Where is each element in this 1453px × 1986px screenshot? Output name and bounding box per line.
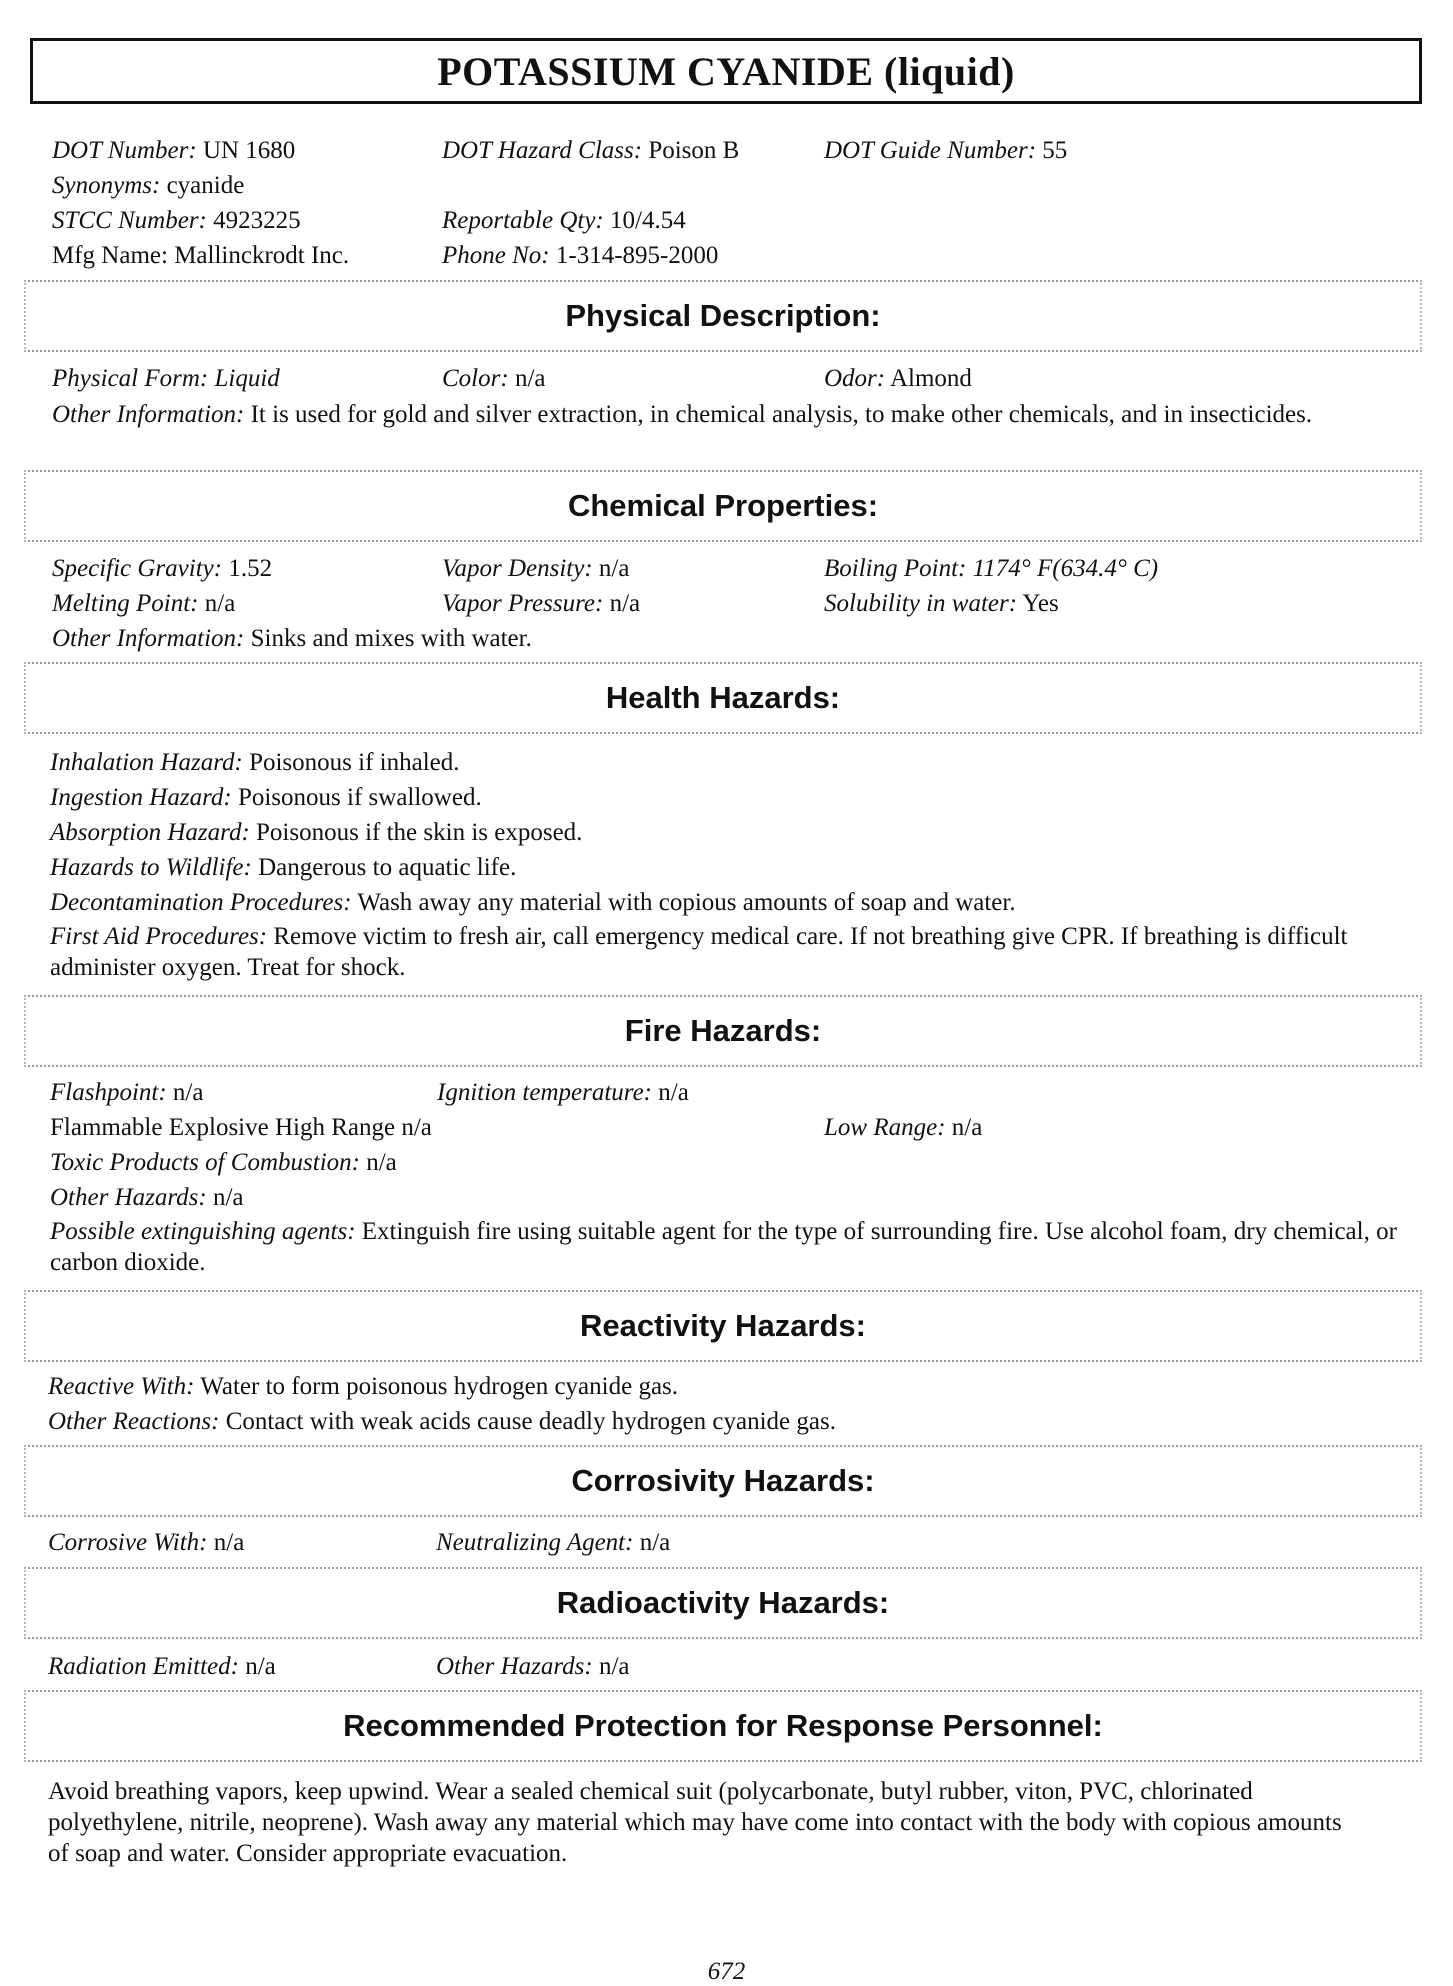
phone-number: Phone No: 1-314-895-2000 <box>442 242 719 269</box>
extinguishing-agents: Possible extinguishing agents: Extinguish fire using suitable agent for the type of surrounding fire. Use alcohol foam, dry chemical, or carbon dioxide. <box>50 1218 1397 1276</box>
section-band-health <box>24 662 1422 734</box>
title-box <box>30 38 1422 104</box>
section-heading-radioactivity: Radioactivity Hazards: <box>556 1585 890 1620</box>
section-heading-reactivity: Reactivity Hazards: <box>579 1308 866 1343</box>
section-heading-physical: Physical Description: <box>565 298 881 333</box>
dot-hazard-class: DOT Hazard Class: Poison B <box>442 137 740 164</box>
page-number: 672 <box>707 1958 746 1985</box>
dot-guide-number: DOT Guide Number: 55 <box>824 137 1068 164</box>
color: Color: n/a <box>442 365 546 392</box>
high-range: Flammable Explosive High Range n/a <box>50 1114 432 1141</box>
stcc-number: STCC Number: 4923225 <box>52 207 301 234</box>
dot-number: DOT Number: UN 1680 <box>52 137 296 164</box>
section-heading-corrosivity: Corrosivity Hazards: <box>571 1463 875 1498</box>
section-band-reactivity <box>24 1290 1422 1362</box>
section-heading-protection: Recommended Protection for Response Personnel: <box>343 1708 1103 1743</box>
section-band-chemical <box>24 470 1422 542</box>
document-page: POTASSIUM CYANIDE (liquid) DOT Number: UN 1680 DOT Hazard Class: Poison B DOT Guide Number: 55 Synonyms: cyanide STCC Number: 4923225 Reportable Qty: 10/4.54 Mfg Name: Mallinckrodt Inc. Phone No: 1-314-895-2000 Physical Description: Physical Form: Liquid Color: n/a Odor: Almond Other Information: It is used for gold and silver extraction, in chemical analysis, to make other chemicals, and in insecticides. Chemical Properties: Specific Gravity: 1.52 Vapor Density: n/a Boiling Point: 1174° F(634.4° C) Melting Point: n/a Vapor Pressure: n/a Solubility in water: Yes Other Information: Sinks and mixes with water. Health Hazards: Inhalation Hazard: Poisonous if inhaled. Ingestion Hazard: Poisonous if swallowed. Absorption Hazard: Poisonous if the skin is exposed. Hazards to Wildlife: Dangerous to aquatic life. Decontamination Procedures: Wash away any material with copious amounts of soap and water. First Aid Procedures: Remove victim to fresh air, call emergency medical care. If not breathing give CPR. If breathing is difficult administer oxygen. Treat for shock. Fire Hazards: Flashpoint: n/a Ignition temperature: n/a Flammable Explosive High Range n/a Low Range: n/a Toxic Products of Combustion: n/a Other Hazards: n/a Possible extinguishing agents: Extinguish fire using suitable agent for the type of surrounding fire. Use alcohol foam, dry chemical, or carbon dioxide. Reactivity Hazards: Reactive With: Water to form poisonous hydrogen cyanide gas. Other Reactions: Contact with weak acids cause deadly hydrogen cyanide gas. Corrosivity Hazards: Corrosive With: n/a Neutralizing Agent: n/a Radioactivity Hazards: Radiation Emitted: n/a Other Hazards: n/a Recommended Protection for Response Personnel: Avoid breathing vapors, keep upwind. Wear a sealed chemical suit (polycarbonate, butyl rubber, viton, PVC, chlorinated polyethylene, nitrile, neoprene). Wash away any material which may have come into contact with the body with copious amounts of soap and water. Consider appropriate evacuation. 672 <box>0 0 1453 1986</box>
melting-point: Melting Point: n/a <box>52 590 236 617</box>
odor: Odor: Almond <box>824 365 972 392</box>
section-band-physical <box>24 280 1422 352</box>
vapor-pressure: Vapor Pressure: n/a <box>442 590 641 617</box>
section-band-radioactivity <box>24 1567 1422 1639</box>
solubility: Solubility in water: Yes <box>824 590 1059 617</box>
synonyms: Synonyms: cyanide <box>52 172 245 199</box>
document-title: POTASSIUM CYANIDE (liquid) <box>437 48 1015 94</box>
boiling-point: Boiling Point: 1174° F(634.4° C) <box>824 555 1159 582</box>
physical-form: Physical Form: Liquid <box>52 365 280 392</box>
mfg-name: Mfg Name: Mallinckrodt Inc. <box>52 242 350 269</box>
protection-text: Avoid breathing vapors, keep upwind. Wear a sealed chemical suit (polycarbonate, butyl rubber, viton, PVC, chlorinated polyethylene, nitrile, neoprene). Wash away any material which may have come into contact with the body with copious amounts of soap and water. Consider appropriate evacuation. <box>48 1778 1342 1867</box>
radiation-emitted: Radiation Emitted: n/a <box>48 1653 276 1680</box>
reportable-qty: Reportable Qty: 10/4.54 <box>442 207 686 234</box>
section-heading-fire: Fire Hazards: <box>624 1013 822 1048</box>
section-heading-chemical: Chemical Properties: <box>567 488 879 523</box>
section-band-protection <box>24 1690 1422 1762</box>
vapor-density: Vapor Density: n/a <box>442 555 630 582</box>
neutralizing-agent: Neutralizing Agent: n/a <box>436 1529 671 1556</box>
ignition-temperature: Ignition temperature: n/a <box>437 1079 689 1106</box>
radio-other-hazards: Other Hazards: n/a <box>436 1653 630 1680</box>
specific-gravity: Specific Gravity: 1.52 <box>52 555 273 582</box>
flashpoint: Flashpoint: n/a <box>50 1079 204 1106</box>
physical-other-info: Other Information: It is used for gold and silver extraction, in chemical analysis, to make other chemicals, and in insecticides. <box>52 401 1313 428</box>
section-heading-health: Health Hazards: <box>605 680 841 715</box>
first-aid-procedures: First Aid Procedures: Remove victim to fresh air, call emergency medical care. If not breathing give CPR. If breathing is difficult administer oxygen. Treat for shock. <box>50 923 1348 981</box>
section-band-fire <box>24 995 1422 1067</box>
section-band-corrosivity <box>24 1445 1422 1517</box>
corrosive-with: Corrosive With: n/a <box>48 1529 245 1556</box>
low-range: Low Range: n/a <box>824 1114 983 1141</box>
